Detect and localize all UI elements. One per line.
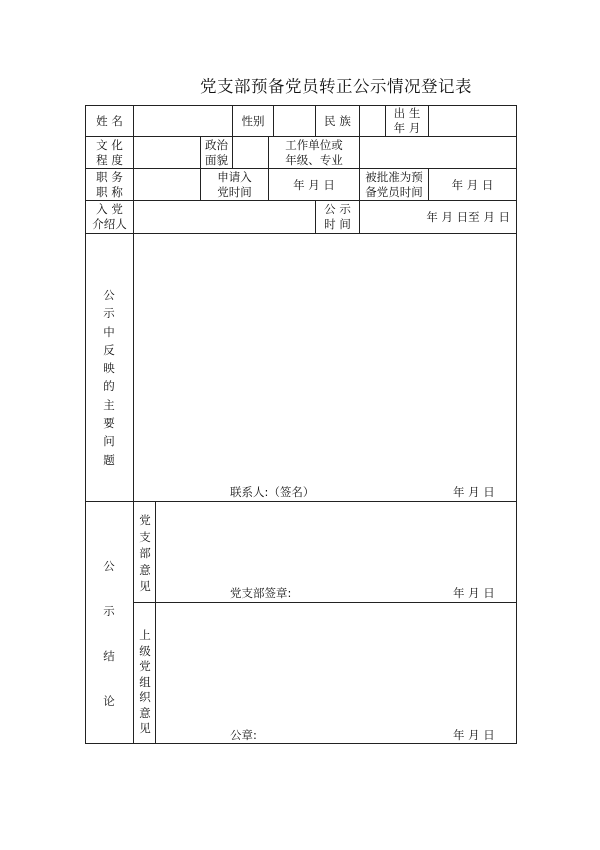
branch-opinion-area[interactable] bbox=[156, 502, 516, 582]
conclusion-label-char: 示 bbox=[103, 604, 115, 618]
branch-opinion-label-char: 意 bbox=[139, 562, 151, 577]
issues-label-char: 公 bbox=[103, 288, 115, 302]
publicity-period-label-line2: 时 间 bbox=[324, 217, 351, 231]
conclusion-label bbox=[101, 544, 117, 724]
political-status-label-line1: 政治 bbox=[205, 138, 228, 152]
conclusion-label-char: 公 bbox=[103, 559, 115, 573]
issues-label-char: 反 bbox=[103, 342, 115, 357]
contact-signature-label: 联系人:（签名） bbox=[230, 485, 315, 499]
approved-time-label-line2: 备党员时间 bbox=[365, 185, 423, 199]
workplace-field[interactable] bbox=[360, 137, 516, 168]
table-border-right bbox=[516, 105, 517, 743]
issues-label-char: 题 bbox=[103, 452, 115, 467]
branch-opinion-label-char: 支 bbox=[139, 529, 151, 544]
post-label-line1: 职 务 bbox=[96, 170, 123, 184]
branch-opinion-label-char: 党 bbox=[139, 513, 151, 527]
apply-date-field[interactable]: 年 月 日 bbox=[293, 178, 335, 192]
issues-label-char: 问 bbox=[103, 434, 115, 449]
issues-date[interactable]: 年 月 日 bbox=[453, 485, 495, 499]
official-seal-label: 公章: bbox=[230, 728, 257, 742]
gender-label: 性别 bbox=[241, 114, 265, 128]
issues-label-char: 示 bbox=[103, 306, 115, 321]
issues-label-char: 要 bbox=[103, 416, 115, 431]
branch-seal-label: 党支部签章: bbox=[230, 586, 292, 600]
birth-field[interactable] bbox=[429, 106, 516, 136]
name-label: 姓 名 bbox=[96, 114, 123, 128]
post-field[interactable] bbox=[134, 169, 200, 200]
publicity-period-field[interactable]: 年 月 日至 月 日 bbox=[426, 210, 510, 224]
introducer-label-line2: 介绍人 bbox=[92, 217, 127, 231]
conclusion-label-char: 结 bbox=[103, 649, 115, 663]
education-field[interactable] bbox=[134, 137, 200, 168]
upper-org-opinion-label-char: 意 bbox=[139, 705, 151, 720]
name-field[interactable] bbox=[134, 106, 232, 136]
workplace-label-line2: 年级、专业 bbox=[285, 153, 343, 167]
upper-org-opinion-label-char: 见 bbox=[139, 721, 151, 735]
branch-opinion-date[interactable]: 年 月 日 bbox=[453, 586, 495, 600]
upper-org-opinion-label-char: 上 bbox=[139, 628, 151, 642]
birth-label-line2: 年 月 bbox=[393, 121, 421, 135]
upper-org-opinion-date[interactable]: 年 月 日 bbox=[453, 728, 495, 742]
education-label-line2: 程 度 bbox=[96, 153, 123, 167]
issues-content-area[interactable] bbox=[134, 234, 516, 479]
ethnicity-field[interactable] bbox=[360, 106, 385, 136]
branch-opinion-label-char: 部 bbox=[139, 546, 151, 560]
upper-org-opinion-label-char: 组 bbox=[139, 674, 151, 689]
political-status-field[interactable] bbox=[233, 137, 268, 168]
birth-label-line1: 出 生 bbox=[393, 106, 421, 120]
page-title: 党支部预备党员转正公示情况登记表 bbox=[200, 77, 472, 96]
ethnicity-label: 民 族 bbox=[324, 114, 351, 128]
approved-date-field[interactable]: 年 月 日 bbox=[451, 178, 494, 192]
issues-label-char: 映 bbox=[103, 361, 115, 376]
apply-time-label-line1: 申请入 bbox=[217, 170, 252, 184]
table-border-bottom bbox=[85, 743, 517, 744]
issues-label-char: 主 bbox=[103, 397, 115, 412]
apply-time-label-line2: 党时间 bbox=[217, 185, 252, 199]
branch-opinion-label-char: 见 bbox=[139, 579, 151, 593]
issues-label-char: 的 bbox=[103, 379, 115, 394]
introducer-label-line1: 入 党 bbox=[96, 202, 123, 216]
issues-label bbox=[101, 286, 117, 469]
approved-time-label-line1: 被批准为预 bbox=[365, 170, 423, 184]
upper-org-opinion-label-char: 织 bbox=[139, 690, 151, 704]
publicity-period-label-line1: 公 示 bbox=[324, 202, 351, 216]
branch-opinion-label bbox=[137, 512, 153, 595]
introducer-field[interactable] bbox=[134, 201, 315, 233]
post-label-line2: 职 称 bbox=[96, 185, 123, 199]
conclusion-label-char: 论 bbox=[103, 694, 115, 708]
political-status-label-line2: 面貌 bbox=[205, 153, 228, 167]
upper-org-opinion-area[interactable] bbox=[156, 603, 516, 723]
gender-field[interactable] bbox=[274, 106, 315, 136]
education-label-line1: 文 化 bbox=[96, 138, 123, 152]
upper-org-opinion-label-char: 党 bbox=[139, 659, 151, 673]
upper-org-opinion-label-char: 级 bbox=[139, 643, 151, 658]
upper-org-opinion-label bbox=[137, 628, 153, 737]
workplace-label-line1: 工作单位或 bbox=[285, 138, 343, 152]
issues-label-char: 中 bbox=[103, 324, 115, 339]
